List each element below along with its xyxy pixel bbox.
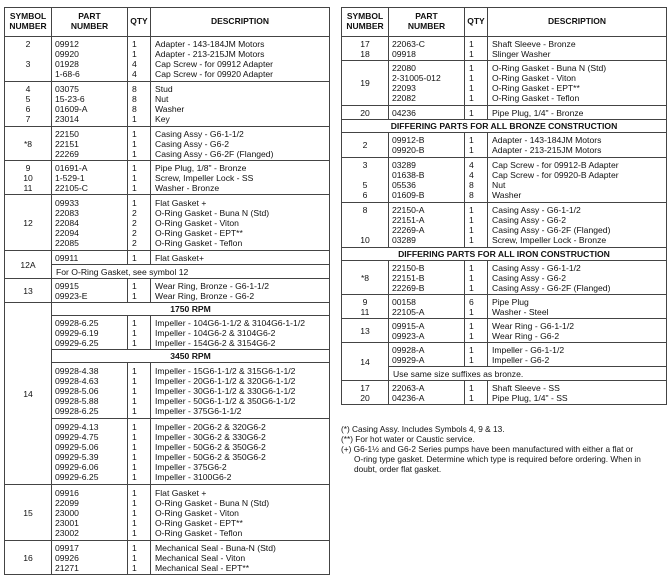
table-row: 9 10 11 01691-A 1-529-1 22105-C 1 1 1 Pipe Plug, 1/8" - Bronze Screw, Impeller Lock - SS Washer - Bronze — [5, 161, 330, 195]
table-header — [5, 8, 330, 37]
table-row: 16 09917 09926 21271 1 1 1 Mechanical Seal - Buna-N (Std) Mechanical Seal - Viton Mechanical Seal - EPT** — [5, 541, 330, 575]
table-row: 19 22080 2-31005-012 22093 22082 1 1 1 1 O-Ring Gasket - Buna N (Std) O-Ring Gasket - Viton O-Ring Gasket - EPT** O-Ring Gasket - Teflon — [342, 61, 667, 106]
footnote-casing: (*) Casing Assy. Includes Symbols 4, 9 & 13. — [341, 424, 505, 434]
footnote-hot-water: (**) For hot water or Caustic service. — [341, 434, 475, 444]
table-row: 12 09933 22083 22084 22094 22085 1 2 2 2 2 Flat Gasket + O-Ring Gasket - Buna N (Std) O-Ring Gasket - Viton O-Ring Gasket - EPT** O-Ring Gasket - Teflon — [5, 195, 330, 251]
table-row: 3 5 6 03289 01638-B 05536 01609-B 4 4 8 8 Cap Screw - for 09912-B Adapter Cap Screw - for 09920-B Adapter Nut Washer — [342, 158, 667, 203]
table-header — [342, 8, 667, 37]
table-row: 20 04236 1 Pipe Plug, 1/4" - Bronze — [342, 106, 667, 120]
header-symbol: SYMBOL NUMBER — [342, 8, 389, 37]
footnote-gasket-line2: O-ring type gasket. Determine which type is required before ordering. When in — [354, 454, 641, 464]
header-desc: DESCRIPTION — [151, 8, 330, 37]
footnote-gasket: (+) G6-1½ and G6-2 Series pumps have been manufactured with either a flat or — [341, 444, 634, 454]
rpm-header: 14 1750 RPM — [5, 303, 330, 316]
footnotes — [341, 424, 666, 474]
table-row: 09929-4.13 09929-4.75 09929-5.06 09929-5.39 09929-6.06 09929-6.25 1 1 1 1 1 1 Impeller - 20G6-2 & 320G6-2 Impeller - 30G6-2 & 330G6-2 Impeller - 50G6-2 & 350G6-2 Impeller - 50G6-2 & 350G6-2 Impeller - 375G6-2 Impeller - 3100G6-2 — [5, 419, 330, 485]
table-note-row: For O-Ring Gasket, see symbol 12 — [5, 265, 330, 279]
header-part: PART NUMBER — [52, 8, 128, 37]
table-row: *8 22150 22151 22269 1 1 1 Casing Assy - G6-1-1/2 Casing Assy - G6-2 Casing Assy - G6-2F (Flanged) — [5, 127, 330, 161]
header-qty: QTY — [128, 8, 151, 37]
table-row: 09928-4.38 09928-4.63 09928-5.06 09928-5.88 09928-6.25 1 1 1 1 1 Impeller - 15G6-1-1/2 & 315G6-1-1/2 Impeller - 20G6-1-1/2 & 320G6-1-1/2 Impeller - 30G6-1-1/2 & 330G6-1-1/2 Impeller - 50G6-1-1/2 & 350G6-1-1/2 Impeller - 375G6-1-1/2 — [5, 363, 330, 419]
table-row: 2 3 09912 09920 01928 1-68-6 1 1 4 4 Adapter - 143-184JM Motors Adapter - 213-215JM Motors Cap Screw - for 09912 Adapter Cap Screw - for 09920 Adapter — [5, 37, 330, 82]
table-row: 15 09916 22099 23000 23001 23002 1 1 1 1 1 Flat Gasket + O-Ring Gasket - Buna N (Std) O-Ring Gasket - Viton O-Ring Gasket - EPT** O-Ring Gasket - Teflon — [5, 485, 330, 541]
section-header-bronze: DIFFERING PARTS FOR ALL BRONZE CONSTRUCTION — [342, 120, 667, 133]
header-part: PART NUMBER — [389, 8, 465, 37]
table-row: 13 09915-A 09923-A 1 1 Wear Ring - G6-1-1/2 Wear Ring - G6-2 — [342, 319, 667, 343]
table-row: 17 20 22063-A 04236-A 1 1 Shaft Sleeve - SS Pipe Plug, 1/4" - SS — [342, 381, 667, 405]
table-row: 8 10 22150-A 22151-A 22269-A 03289 1 1 1 1 Casing Assy - G6-1-1/2 Casing Assy - G6-2 Casing Assy - G6-2F (Flanged) Screw, Impeller Lock - Bronze — [342, 203, 667, 248]
table-row: 2 09912-B 09920-B 1 1 Adapter - 143-184JM Motors Adapter - 213-215JM Motors — [342, 133, 667, 158]
section-header-iron: DIFFERING PARTS FOR ALL IRON CONSTRUCTION — [342, 248, 667, 261]
table-note-row: Use same size suffixes as bronze. — [342, 367, 667, 381]
table-row: 4 5 6 7 03075 15-23-6 01609-A 23014 8 8 8 1 Stud Nut Washer Key — [5, 82, 330, 127]
table-row: *8 22150-B 22151-B 22269-B 1 1 1 Casing Assy - G6-1-1/2 Casing Assy - G6-2 Casing Assy - G6-2F (Flanged) — [342, 261, 667, 295]
footnote-gasket-line3: doubt, order flat gasket. — [354, 464, 442, 474]
left-parts-table — [4, 7, 330, 575]
table-row: 9 11 00158 22105-A 6 1 Pipe Plug Washer - Steel — [342, 295, 667, 319]
table-row: 09928-6.25 09929-6.19 09929-6.25 1 1 1 Impeller - 104G6-1-1/2 & 3104G6-1-1/2 Impeller - 104G6-2 & 3104G6-2 Impeller - 154G6-2 & 3154G6-2 — [5, 316, 330, 350]
table-row: 17 18 22063-C 09918 1 1 Shaft Sleeve - Bronze Slinger Washer — [342, 37, 667, 61]
header-qty: QTY — [465, 8, 488, 37]
rpm-header: 3450 RPM — [5, 350, 330, 363]
header-symbol: SYMBOL NUMBER — [5, 8, 52, 37]
table-row: 12A 09911 1 Flat Gasket+ — [5, 251, 330, 265]
right-parts-table — [341, 7, 667, 405]
table-row: 13 09915 09923-E 1 1 Wear Ring, Bronze - G6-1-1/2 Wear Ring, Bronze - G6-2 — [5, 279, 330, 303]
table-row: 14 09928-A 09929-A 1 1 Impeller - G6-1-1/2 Impeller - G6-2 — [342, 343, 667, 367]
header-desc: DESCRIPTION — [488, 8, 667, 37]
